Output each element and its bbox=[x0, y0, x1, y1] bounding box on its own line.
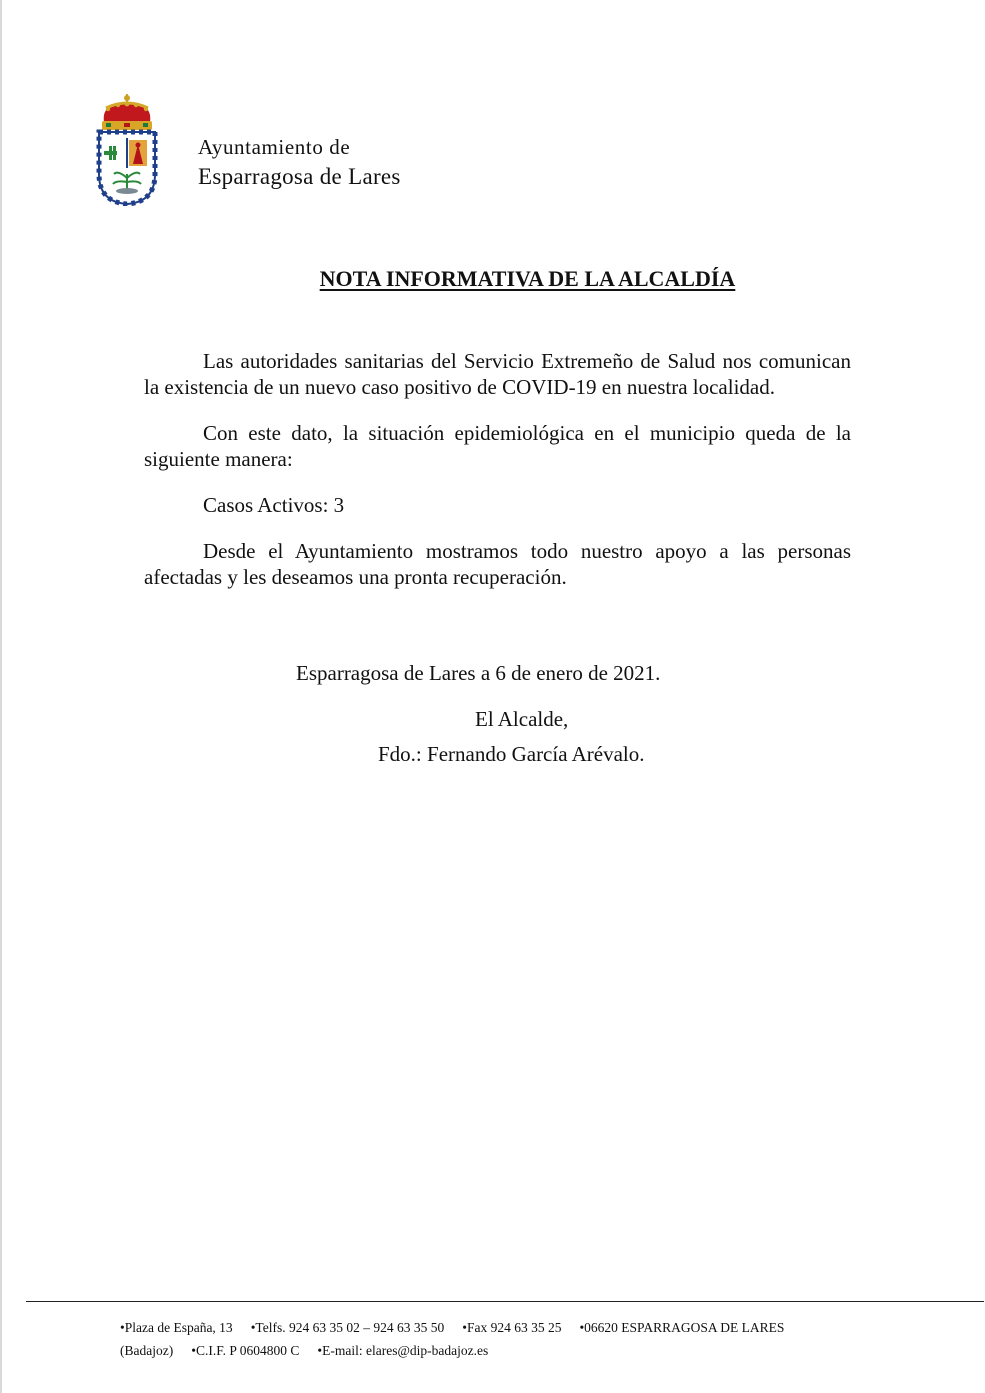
date-line: Esparragosa de Lares a 6 de enero de 2021. bbox=[296, 661, 661, 685]
footer-contact bbox=[120, 1316, 840, 1362]
org-line-2: Esparragosa de Lares bbox=[198, 164, 401, 189]
footer-divider bbox=[26, 1301, 984, 1302]
active-cases-line: Casos Activos: 3 bbox=[203, 493, 345, 517]
page-edge bbox=[0, 0, 2, 1393]
footer-cif: •C.I.F. P 0604800 C bbox=[191, 1343, 300, 1358]
document-title: NOTA INFORMATIVA DE LA ALCALDÍA bbox=[319, 266, 736, 291]
footer-postal: •06620 ESPARRAGOSA DE LARES (Badajoz) bbox=[120, 1320, 785, 1358]
signer-name: Fdo.: Fernando García Arévalo. bbox=[378, 742, 645, 766]
footer-fax: •Fax 924 63 35 25 bbox=[462, 1320, 562, 1335]
org-line-1: Ayuntamiento de bbox=[198, 135, 351, 159]
organization-name bbox=[198, 133, 401, 191]
footer-address: •Plaza de España, 13 bbox=[120, 1320, 233, 1335]
signer-role: El Alcalde, bbox=[475, 707, 569, 731]
document-body bbox=[144, 348, 851, 590]
footer-phones: •Telfs. 924 63 35 02 – 924 63 35 50 bbox=[250, 1320, 445, 1335]
paragraph-situation: Con este dato, la situación epidemiológica en el municipio queda de la siguiente manera: bbox=[144, 421, 851, 471]
municipal-crest-logo bbox=[96, 94, 158, 206]
paragraph-support: Desde el Ayuntamiento mostramos todo nuestro apoyo a las personas afectadas y les deseamos una pronta recuperación. bbox=[144, 539, 851, 589]
paragraph-announcement: Las autoridades sanitarias del Servicio Extremeño de Salud nos comunican la existencia de un nuevo caso positivo de COVID-19 en nuestra localidad. bbox=[144, 349, 851, 399]
footer-email: •E-mail: elares@dip-badajoz.es bbox=[317, 1343, 489, 1358]
